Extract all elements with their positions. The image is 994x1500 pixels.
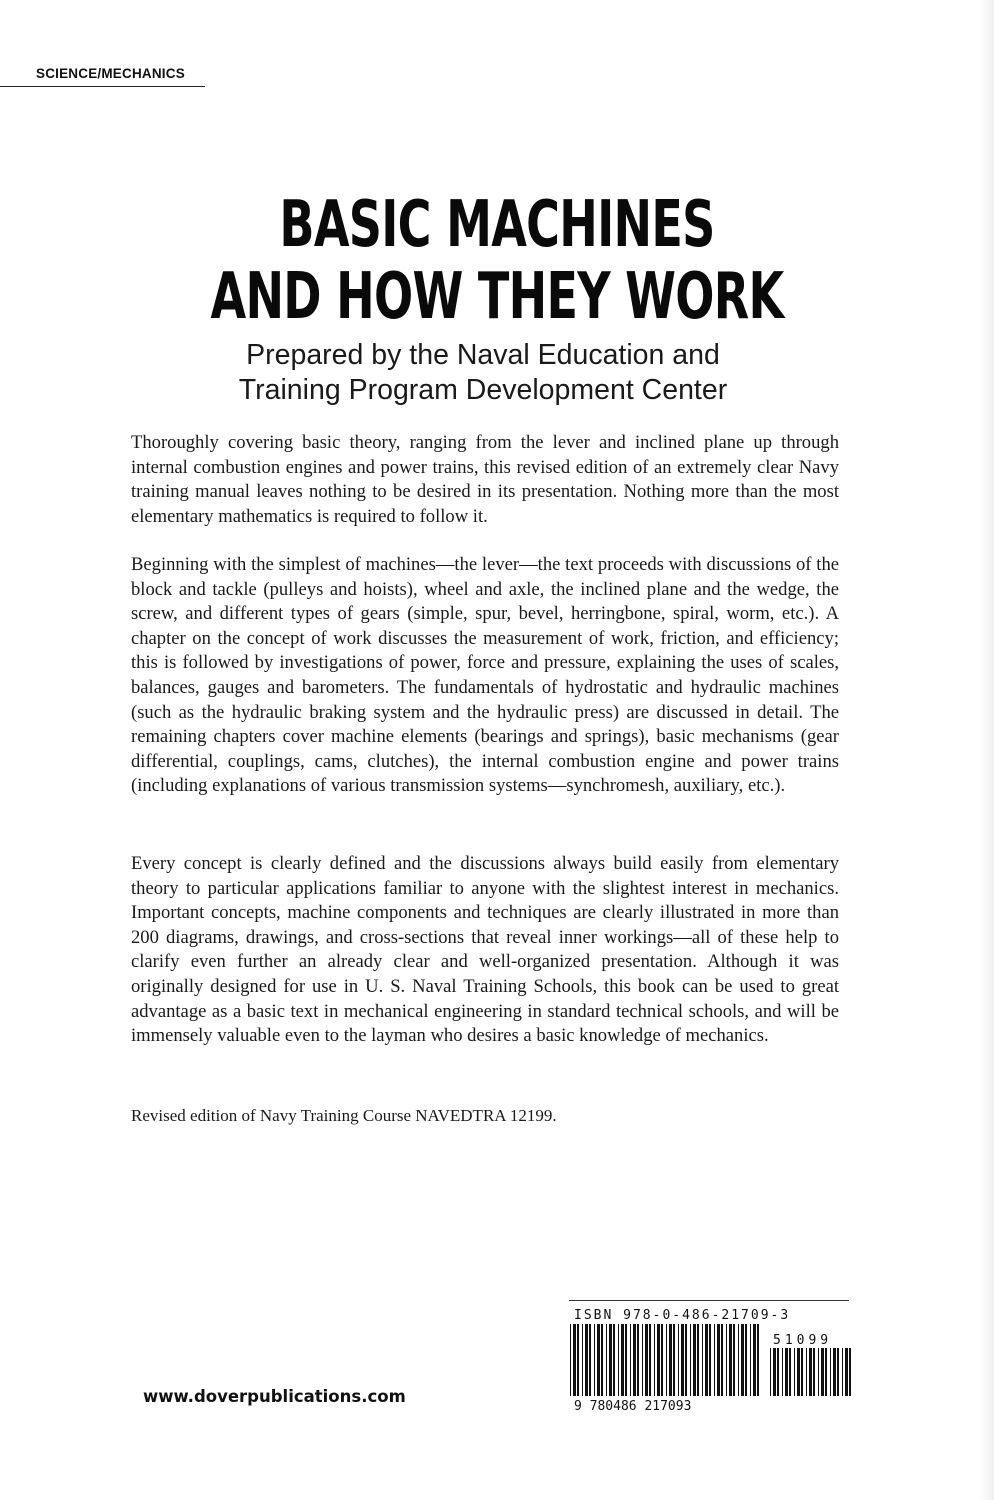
description-paragraph-3: Every concept is clearly defined and the discussions always build easily from elementary theory to particular applications familiar to anyone with the slightest interest in mechanics. Important concepts, machine components and techniques are clearly illustrated in more than 200 diagrams, drawings, and cross-sections that reveal inner workings—all of these help to clarify even further an already clear and well-organized presentation. Although it was originally designed for use in U. S. Naval Training Schools, this book can be used to great advantage as a basic text in mechanical engineering in standard technical schools, and will be immensely valuable even to the layman who desires a basic knowledge of mechanics. <box>131 853 839 1047</box>
publisher-url: www.doverpublications.com <box>143 1387 406 1406</box>
category-label: SCIENCE/MECHANICS <box>36 66 185 81</box>
title-line-1: BASIC MACHINES <box>279 188 715 262</box>
page-edge-shadow <box>980 0 994 1500</box>
subtitle-line-2: Training Program Development Center <box>238 374 728 406</box>
title-line-2: AND HOW THEY WORK <box>210 260 784 334</box>
barcode <box>570 1324 855 1414</box>
edition-note: Revised edition of Navy Training Course NAVEDTRA 12199. <box>131 1106 557 1125</box>
isbn-rule <box>569 1300 849 1301</box>
description-paragraph-1: Thoroughly covering basic theory, ranging from the lever and inclined plane up through internal combustion engines and power trains, this revised edition of an extremely clear Navy training manual leaves nothing to be desired in its presentation. Nothing more than the most elementary mathematics is required to follow it. <box>131 432 839 527</box>
isbn-text: ISBN 978-0-486-21709-3 <box>574 1308 791 1323</box>
subtitle-line-1: Prepared by the Naval Education and <box>246 339 720 371</box>
description-paragraph-2: Beginning with the simplest of machines—the lever—the text proceeds with discussions of the block and tackle (pulleys and hoists), wheel and axle, the inclined plane and the wedge, the screw, and different types of gears (simple, spur, bevel, herringbone, spiral, worm, etc.). A chapter on the concept of work discusses the measurement of work, friction, and efficiency; this is followed by investigations of power, force and pressure, explaining the uses of scales, balances, gauges and barometers. The fundamentals of hydrostatic and hydraulic machines (such as the hydraulic braking system and the hydraulic press) are discussed in detail. The remaining chapters cover machine elements (bearings and springs), basic mechanisms (gear differential, couplings, cams, clutches), the internal combustion engine and power trains (including explanations of various transmission systems—synchromesh, auxiliary, etc.). <box>131 554 839 797</box>
category-underline <box>0 86 205 87</box>
barcode-main-bars <box>570 1324 759 1396</box>
barcode-addon-bars <box>770 1348 851 1396</box>
barcode-addon-digits: 51099 <box>773 1333 833 1348</box>
barcode-main-digits: 9 780486 217093 <box>574 1399 692 1414</box>
